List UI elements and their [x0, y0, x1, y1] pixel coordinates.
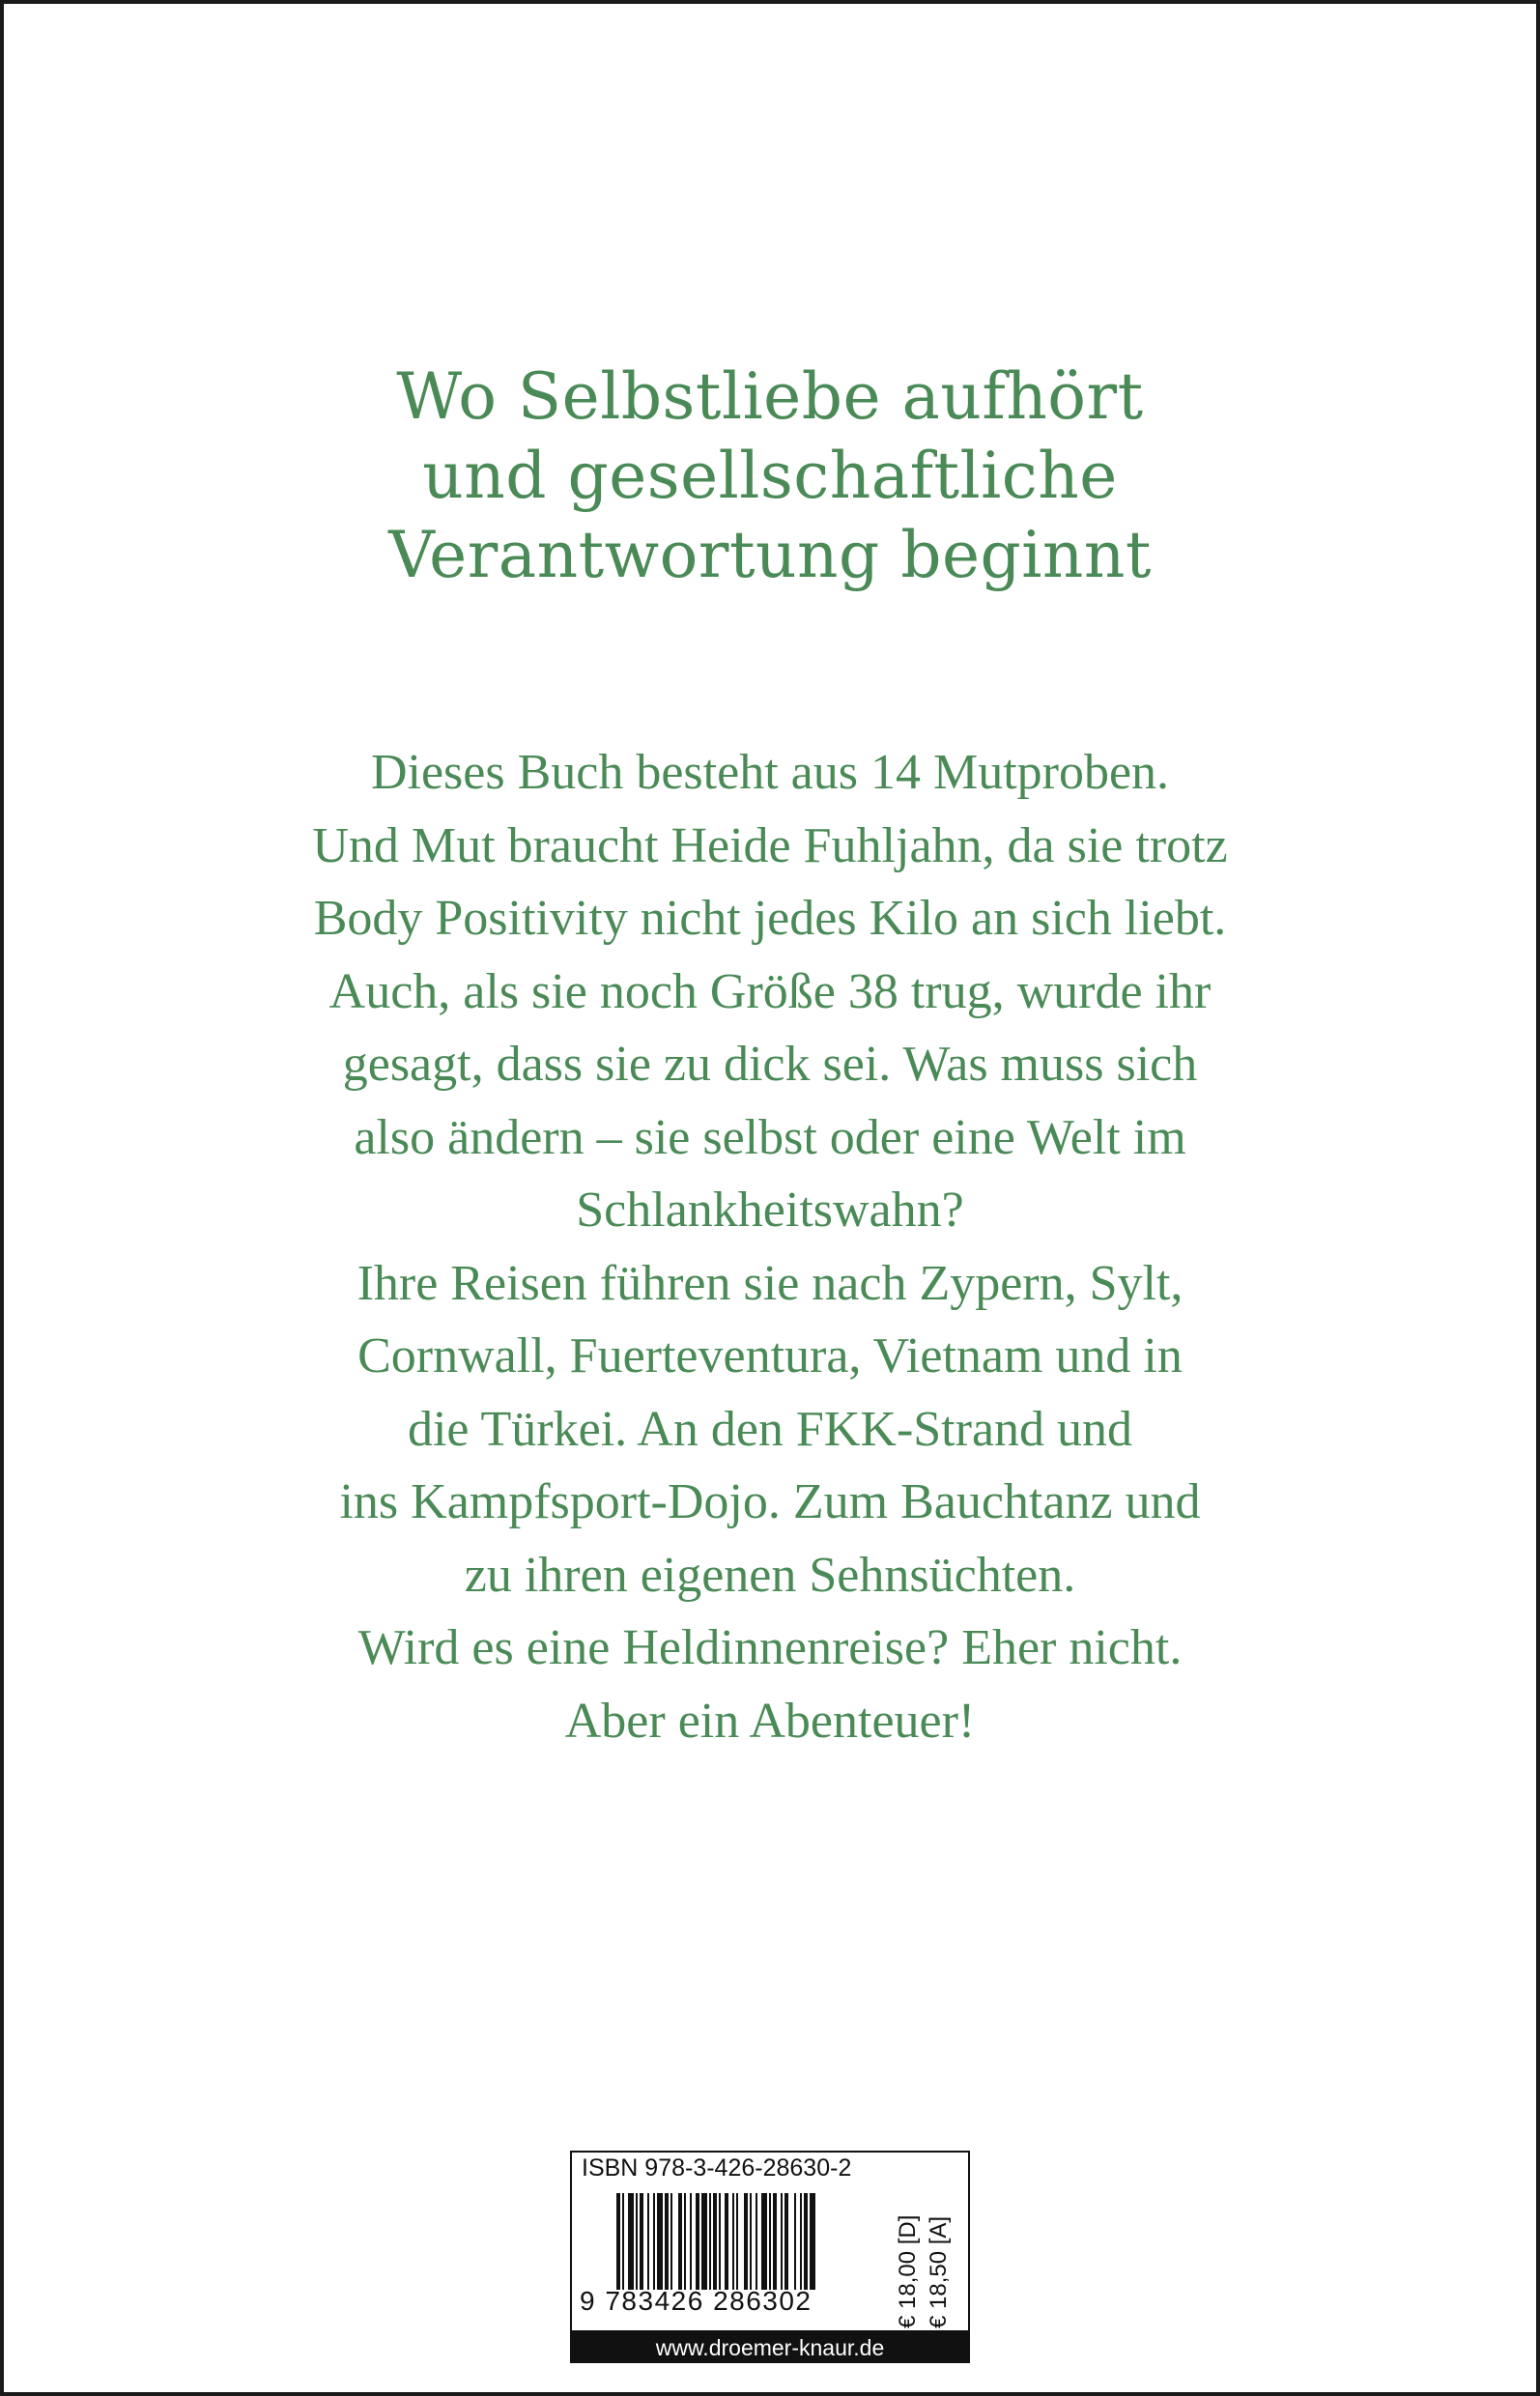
blurb-line: Cornwall, Fuerteventura, Vietnam und in: [357, 1328, 1183, 1383]
barcode-bars: [616, 2193, 877, 2290]
barcode-box: [570, 2151, 970, 2332]
headline-line: Verantwortung beginnt: [388, 518, 1152, 592]
blurb-line: zu ihren eigenen Sehnsüchten.: [464, 1547, 1076, 1603]
blurb-text: [0, 736, 1540, 1757]
blurb-line: also ändern – sie selbst oder eine Welt im: [354, 1109, 1186, 1165]
headline: [0, 357, 1540, 595]
blurb-line: gesagt, dass sie zu dick sei. Was muss sich: [342, 1037, 1198, 1092]
blurb-line: Wird es eine Heldinnenreise? Eher nicht.: [357, 1620, 1183, 1675]
blurb-line: Auch, als sie noch Größe 38 trug, wurde ihr: [328, 963, 1212, 1019]
blurb-line: Aber ein Abenteuer!: [564, 1693, 976, 1749]
blurb-line: die Türkei. An den FKK-Strand und: [407, 1401, 1133, 1457]
price-germany: € 18,00 [D]: [895, 2214, 921, 2328]
blurb-line: Und Mut braucht Heide Fuhljahn, da sie trotz: [312, 817, 1228, 873]
blurb-line: ins Kampfsport-Dojo. Zum Bauchtanz und: [339, 1474, 1201, 1529]
publisher-url: www.droemer-knaur.de: [570, 2332, 970, 2363]
isbn-label: ISBN 978-3-426-28630-2: [582, 2154, 852, 2182]
price-austria: € 18,50 [A]: [926, 2215, 952, 2328]
headline-line: und gesellschaftliche: [422, 439, 1118, 513]
headline-line: Wo Selbstliebe aufhört: [396, 359, 1144, 434]
blurb-line: Schlankheitswahn?: [576, 1183, 964, 1238]
blurb-line: Dieses Buch besteht aus 14 Mutproben.: [370, 745, 1170, 800]
blurb-line: Body Positivity nicht jedes Kilo an sich liebt.: [313, 891, 1227, 946]
blurb-line: Ihre Reisen führen sie nach Zypern, Sylt,: [356, 1255, 1184, 1311]
price-block: [885, 2183, 962, 2328]
ean-digits: 9 783426 286302: [580, 2286, 813, 2316]
